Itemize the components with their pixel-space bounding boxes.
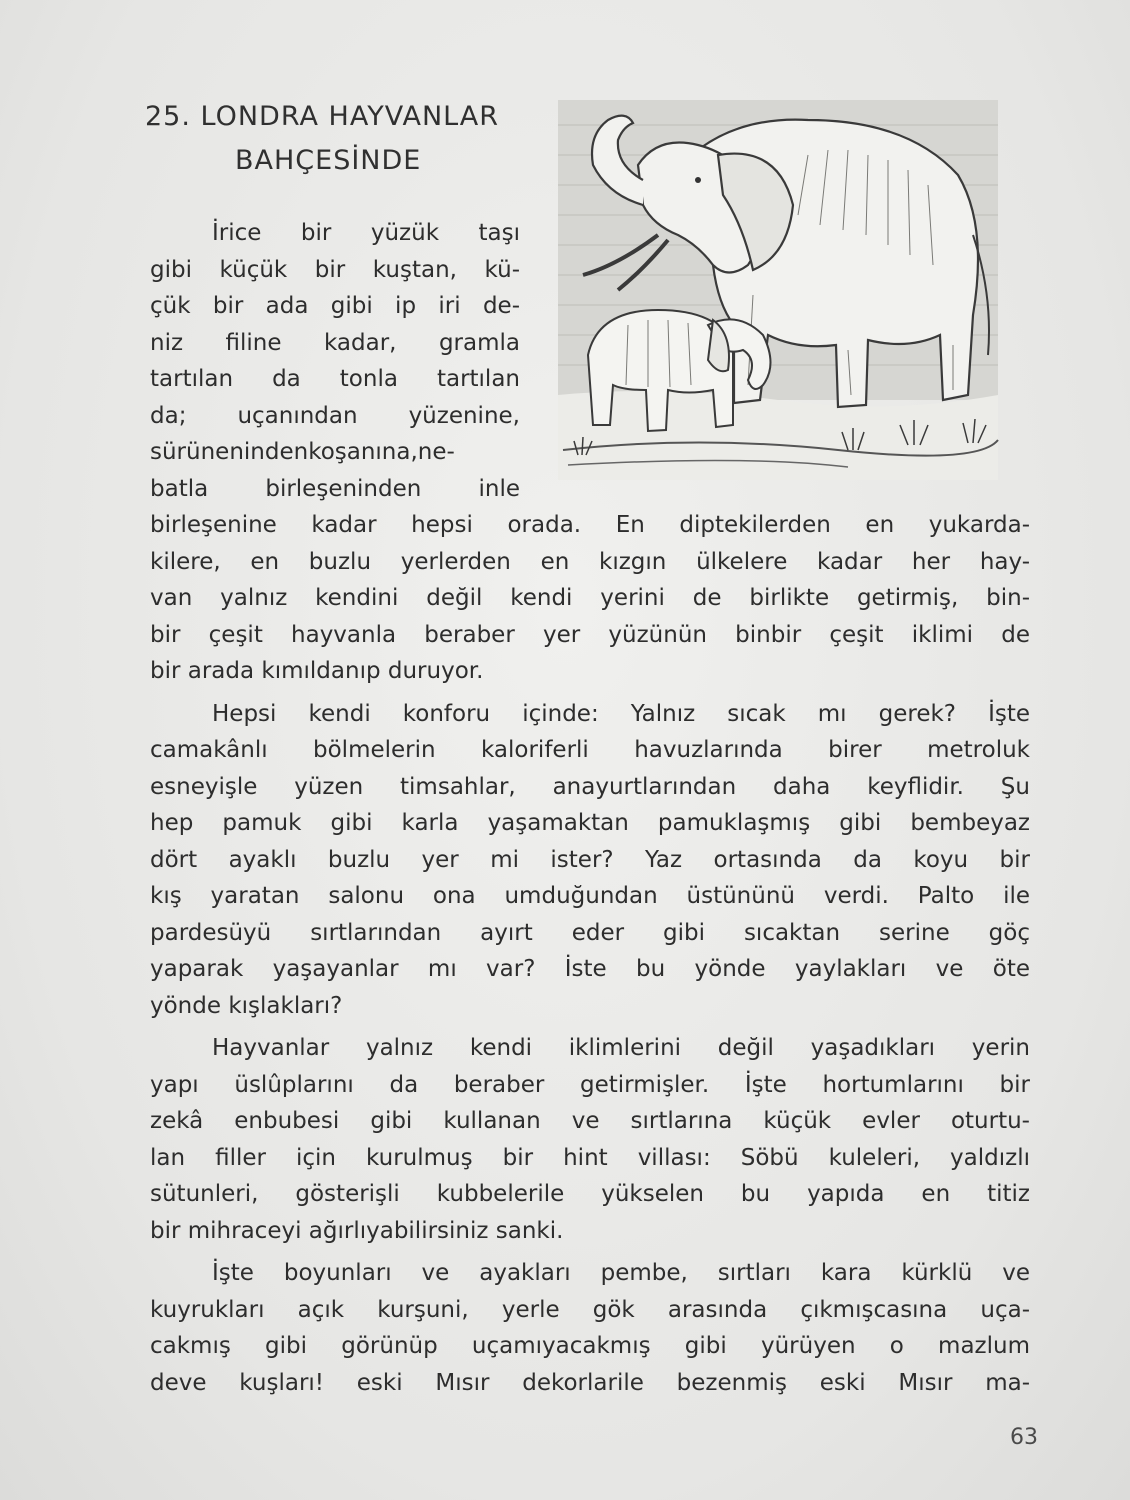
text-line: yaparak yaşayanlar mı var? İste bu yönde yaylakları ve öte <box>150 956 1030 982</box>
text-line: gibi küçük bir kuştan, kü- <box>150 256 520 283</box>
text-line: niz filine kadar, gramla <box>150 329 520 356</box>
text-line: yapı üslûplarını da beraber getirmişler. İşte hortumlarını bir <box>150 1071 1030 1098</box>
text-line: cakmış gibi görünüp uçamıyacakmış gibi yürüyen o mazlum <box>150 1333 1030 1359</box>
text-line: kuyrukları açık kurşuni, yerle gök arasında çıkmışcasına uça- <box>150 1296 1030 1323</box>
text-line: dört ayaklı buzlu yer mi ister? Yaz ortasında da koyu bir <box>150 846 1030 873</box>
page-number: 63 <box>1010 1425 1038 1450</box>
text-line: sürünenindenkoşanına,ne- <box>150 439 455 465</box>
text-line: tartılan da tonla tartılan <box>150 366 520 392</box>
chapter-title-line-1: 25. LONDRA HAYVANLAR <box>145 101 500 132</box>
text-line: bir arada kımıldanıp duruyor. <box>150 658 484 684</box>
text-line: birleşenine kadar hepsi orada. En diptekilerden en yukarda- <box>150 512 1030 538</box>
text-line: İrice bir yüzük taşı <box>212 220 520 246</box>
text-line: Hayvanlar yalnız kendi iklimlerini değil yaşadıkları yerin <box>212 1035 1030 1061</box>
chapter-title <box>145 95 545 183</box>
text-line: yönde kışlakları? <box>150 992 343 1019</box>
text-line: van yalnız kendini değil kendi yerini de birlikte getirmiş, bin- <box>150 585 1030 611</box>
text-line: bir mihraceyi ağırlıyabilirsiniz sanki. <box>150 1217 564 1244</box>
text-line: da; uçanından yüzenine, <box>150 402 520 429</box>
text-line: esneyişle yüzen timsahlar, anayurtlarından daha keyflidir. Şu <box>150 773 1030 800</box>
text-line: Hepsi kendi konforu içinde: Yalnız sıcak mı gerek? İşte <box>212 700 1030 727</box>
text-line: kış yaratan salonu ona umduğundan üstününü verdi. Palto ile <box>150 883 1030 909</box>
text-line: hep pamuk gibi karla yaşamaktan pamuklaşmış gibi bembeyaz <box>150 810 1030 836</box>
chapter-title-line-2: BAHÇESİNDE <box>235 145 422 176</box>
text-line: kilere, en buzlu yerlerden en kızgın ülkelere kadar her hay- <box>150 548 1030 575</box>
text-line: lan filler için kurulmuş bir hint villası: Söbü kuleleri, yaldızlı <box>150 1144 1030 1171</box>
text-line: sütunleri, gösterişli kubbelerile yükselen bu yapıda en titiz <box>150 1181 1030 1207</box>
text-line: camakânlı bölmelerin kaloriferli havuzlarında birer metroluk <box>150 737 1030 763</box>
text-line: çük bir ada gibi ip iri de- <box>150 293 520 319</box>
text-line: pardesüyü sırtlarından ayırt eder gibi sıcaktan serine göç <box>150 919 1030 946</box>
text-line: batla birleşeninden inle <box>150 475 520 502</box>
text-line: bir çeşit hayvanla beraber yer yüzünün binbir çeşit iklimi de <box>150 621 1030 648</box>
article-body <box>150 215 1030 1401</box>
text-line: zekâ enbubesi gibi kullanan ve sırtlarına küçük evler oturtu- <box>150 1108 1030 1134</box>
text-line: deve kuşları! eski Mısır dekorlarile bezenmiş eski Mısır ma- <box>150 1369 1030 1396</box>
text-line: İşte boyunları ve ayakları pembe, sırtları kara kürklü ve <box>212 1260 1030 1286</box>
